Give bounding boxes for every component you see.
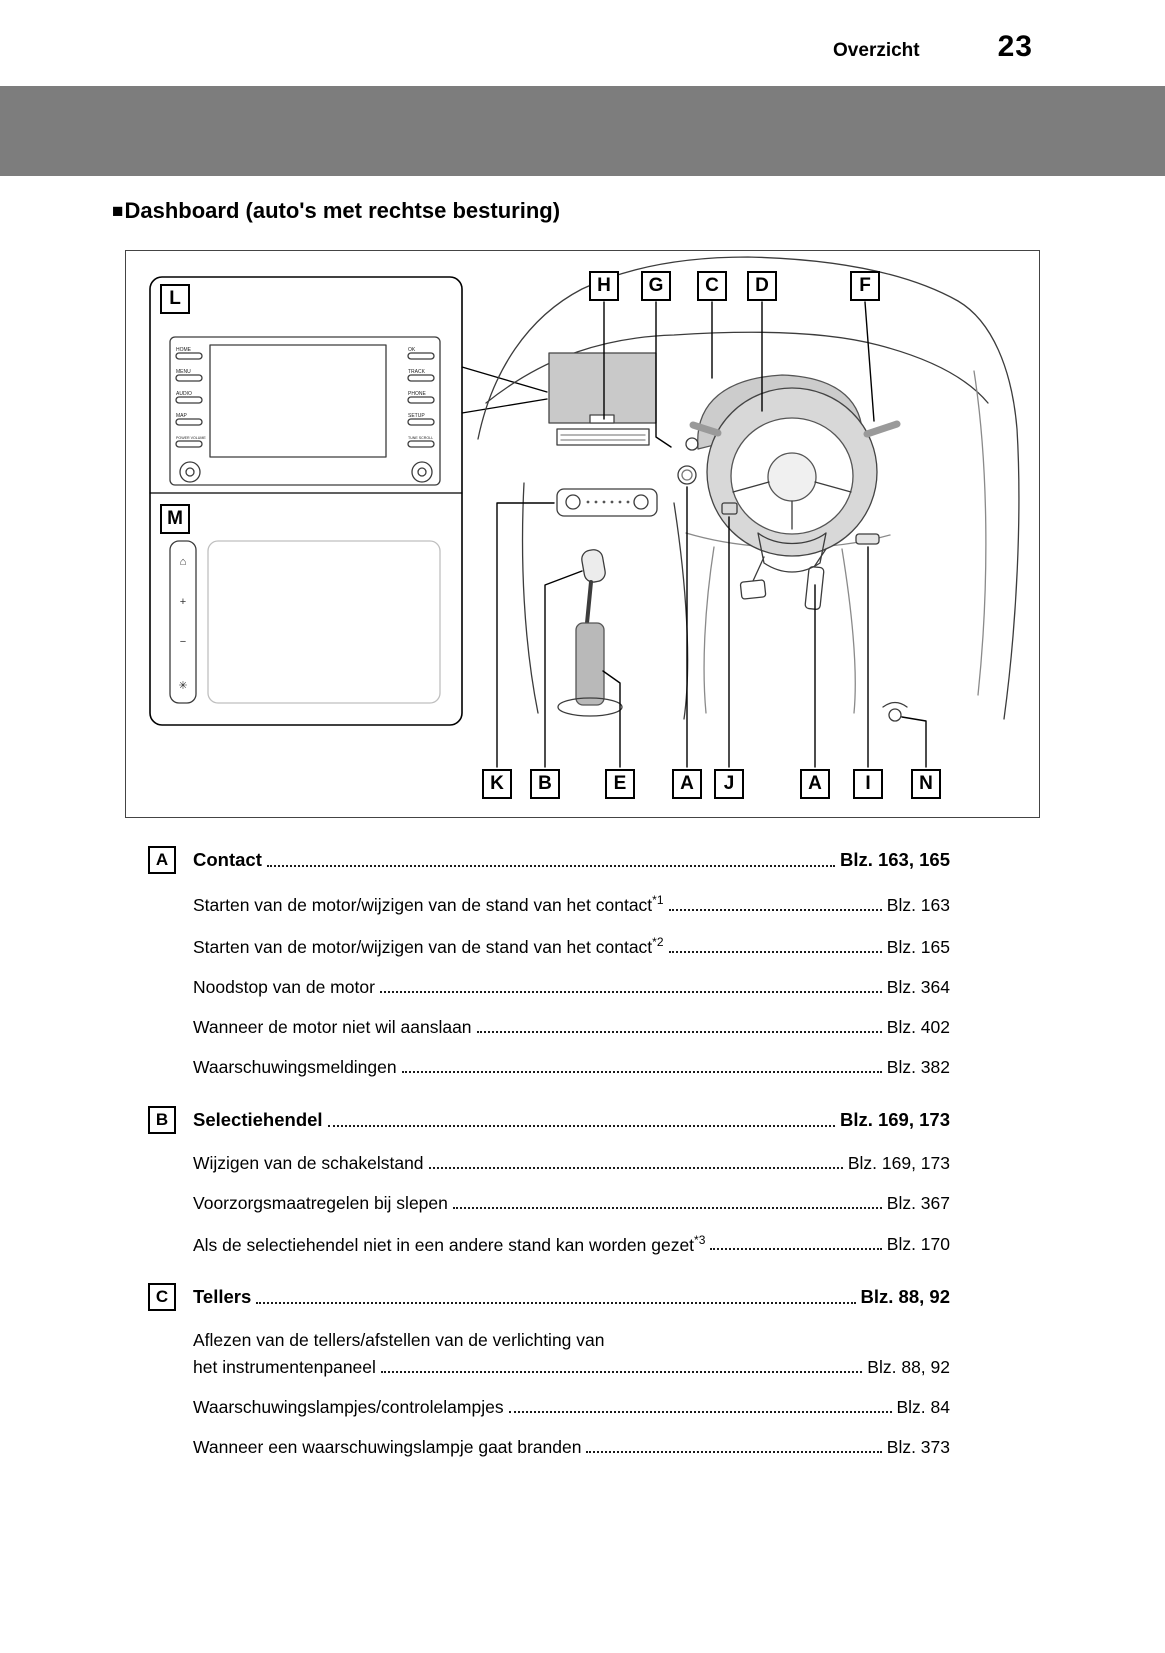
head-unit-button-label: OK (408, 347, 416, 353)
diagram-label-N: N (911, 769, 941, 799)
index-item (193, 1233, 950, 1256)
dotted-leader (256, 1302, 855, 1304)
head-unit-button-label: TUNE SCROLL (408, 436, 434, 440)
dashboard-figure (125, 250, 1040, 818)
plus-icon: + (179, 596, 187, 608)
head-unit-button-label: MAP (176, 413, 187, 419)
steering-wheel (707, 388, 877, 572)
head-unit-button-label: MENU (176, 369, 191, 375)
diagram-label-F: F (850, 271, 880, 301)
item-page-ref: Blz. 367 (886, 1192, 950, 1213)
index-item-text: Als de selectiehendel niet in een andere stand kan worden gezet$^{*3}$ (193, 1232, 706, 1255)
index-item-text: Waarschuwingsmeldingen (193, 1056, 397, 1077)
head-unit-labels (176, 347, 433, 440)
tune-knob-icon (412, 462, 432, 482)
home-icon: ⌂ (179, 556, 187, 568)
index-section-header (148, 1106, 950, 1134)
dotted-leader (586, 1451, 881, 1453)
index-item (193, 1357, 950, 1378)
index-item (193, 1437, 950, 1458)
item-page-ref: Blz. 402 (886, 1016, 950, 1037)
inset-panel (150, 277, 462, 725)
volume-knob-icon (180, 462, 200, 482)
head-unit (170, 337, 440, 485)
index-item-text: Aflezen van de tellers/afstellen van de verlichting van (193, 1330, 605, 1351)
index-item-text: het instrumentenpaneel (193, 1357, 376, 1378)
diagram-label-D: D (747, 271, 777, 301)
index-item (193, 1193, 950, 1214)
dotted-leader (429, 1167, 843, 1169)
head-unit-button-label: SETUP (408, 413, 425, 419)
section-title: Tellers (193, 1286, 252, 1308)
section-title: Contact (193, 849, 262, 870)
dotted-leader (669, 951, 882, 953)
chapter-title: Overzicht (833, 40, 920, 61)
diagram-label-K: K (482, 769, 512, 799)
climate-controls (557, 489, 657, 516)
dashboard-illustration (126, 251, 1039, 817)
diagram-label-C: C (697, 271, 727, 301)
footnote-marker: *1 (652, 893, 664, 907)
section-page-ref: Blz. 163, 165 (839, 849, 950, 870)
item-page-ref: Blz. 170 (886, 1234, 950, 1255)
dotted-leader (477, 1031, 882, 1033)
diagram-label-I: I (853, 769, 883, 799)
diagram-label-A2: A (800, 769, 830, 799)
dotted-leader (381, 1371, 862, 1373)
section-title-text: Dashboard (auto's met rechtse besturing) (124, 198, 561, 223)
wiper-stalk (867, 424, 897, 434)
index-section-header (148, 846, 950, 874)
index-item (193, 1153, 950, 1174)
dotted-leader (453, 1207, 882, 1209)
index-item-text: Wijzigen van de schakelstand (193, 1152, 424, 1173)
dotted-leader (402, 1071, 882, 1073)
dotted-leader (509, 1411, 892, 1413)
footnote-marker: *2 (652, 934, 664, 949)
index-item (193, 935, 950, 958)
index-section-a (148, 846, 950, 1078)
fan-icon: ✳ (178, 680, 188, 692)
index-item (193, 1397, 950, 1418)
section-heading (112, 200, 1165, 222)
index-section-b (148, 1106, 950, 1256)
diagram-label-L: L (160, 284, 190, 314)
footnote-marker: *3 (694, 1232, 706, 1247)
head-unit-button-label: TRACK (408, 369, 425, 375)
index-item (193, 893, 950, 916)
index-item (193, 1057, 950, 1078)
diagram-label-H: H (589, 271, 619, 301)
index-section-header (148, 1283, 950, 1311)
index-item-text: Starten van de motor/wijzigen van de stand van het contact$^{*2}$ (193, 934, 664, 957)
diagram-label-M: M (160, 504, 190, 534)
dotted-leader (380, 991, 882, 993)
climate-panel (170, 541, 440, 703)
item-page-ref: Blz. 169, 173 (847, 1152, 950, 1173)
dotted-leader (710, 1248, 881, 1250)
start-button-icon (678, 438, 698, 484)
section-title: Selectiehendel (193, 1108, 323, 1130)
section-page-ref: Blz. 88, 92 (860, 1286, 950, 1308)
index-item-text: Wanneer de motor niet wil aanslaan (193, 1016, 472, 1037)
index-item-text: Noodstop van de motor (193, 976, 375, 997)
head-unit-button-label: PHONE (408, 391, 426, 397)
head-unit-screen (210, 345, 386, 457)
minus-icon: − (179, 636, 187, 648)
item-page-ref: Blz. 84 (896, 1397, 950, 1418)
diagram-label-E: E (605, 769, 635, 799)
lower-release-handle (883, 703, 907, 722)
index-section-c (148, 1283, 950, 1458)
head-unit-button-label: AUDIO (176, 391, 192, 397)
diagram-label-A1: A (672, 769, 702, 799)
index-item-multiline (148, 1330, 950, 1378)
section-letter-badge: B (148, 1106, 176, 1134)
release-lever (856, 534, 879, 544)
diagram-label-B: B (530, 769, 560, 799)
gear-shifter (558, 548, 622, 716)
square-bullet-icon: ■ (112, 200, 124, 222)
diagram-label-J: J (714, 769, 744, 799)
index-item (193, 1017, 950, 1038)
item-page-ref: Blz. 373 (886, 1437, 950, 1458)
section-page-ref: Blz. 169, 173 (839, 1108, 950, 1130)
item-page-ref: Blz. 382 (886, 1056, 950, 1077)
diagram-label-G: G (641, 271, 671, 301)
chapter-band (0, 86, 1165, 176)
page-header (0, 0, 1165, 86)
section-letter-badge: A (148, 846, 176, 874)
center-display (549, 353, 656, 445)
page-number: 23 (997, 30, 1033, 63)
index-item-text: Wanneer een waarschuwingslampje gaat branden (193, 1437, 582, 1458)
callout-wedge (462, 367, 547, 413)
index-item-text: Starten van de motor/wijzigen van de stand van het contact$^{*1}$ (193, 893, 664, 915)
item-page-ref: Blz. 165 (886, 936, 950, 957)
item-page-ref: Blz. 88, 92 (867, 1357, 950, 1378)
index-list (148, 846, 950, 1458)
head-unit-button-label: HOME (176, 347, 191, 353)
index-item (193, 977, 950, 998)
dotted-leader (267, 865, 835, 867)
item-page-ref: Blz. 364 (886, 976, 950, 997)
index-item-text: Waarschuwingslampjes/controlelampjes (193, 1397, 504, 1418)
section-letter-badge: C (148, 1283, 176, 1311)
dotted-leader (328, 1125, 835, 1127)
head-unit-button-label: POWER VOLUME (176, 436, 206, 440)
item-page-ref: Blz. 163 (886, 894, 950, 915)
index-item-text: Voorzorgsmaatregelen bij slepen (193, 1192, 448, 1213)
pedals (740, 549, 826, 610)
dotted-leader (669, 909, 882, 911)
climate-strip-icons (178, 556, 187, 692)
